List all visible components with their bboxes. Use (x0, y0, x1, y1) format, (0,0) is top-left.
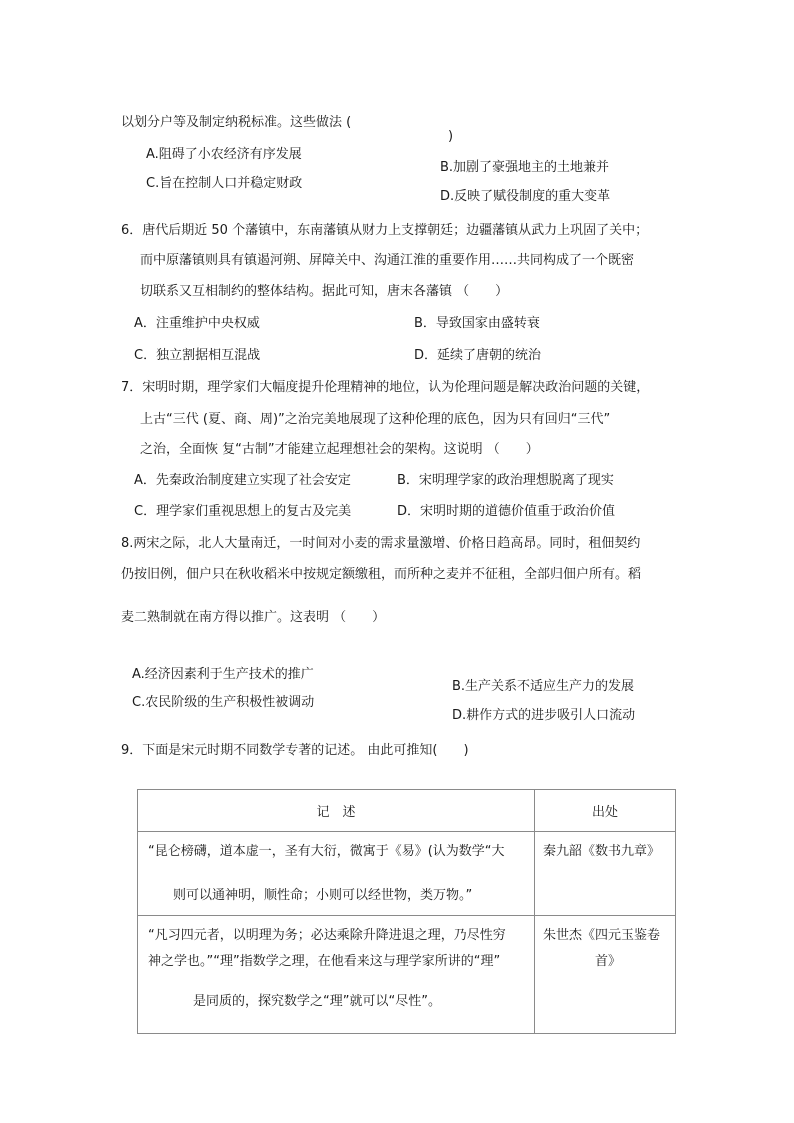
q5-stem: 以划分户等及制定纳税标准。这些做法 ( (121, 115, 352, 130)
q7-stem-line-3: 之治，全面恢 复“古制”才能建立起理想社会的架构。这说明 （ ） (140, 442, 539, 457)
q7-stem-line-2: 上古“三代 (夏、商、周)”之治完美地展现了这种伦理的底色，因为只有回归“三代” (140, 412, 611, 427)
q8-option-b: B.生产关系不适应生产力的发展 (452, 679, 635, 694)
table-cell-record (138, 832, 535, 916)
record-line: 神之学也。”“理”指数学之理，在他看来这与理学家所讲的“理” (148, 954, 501, 969)
q7-stem-line-1: 7．宋明时期，理学家们大幅度提升伦理精神的地位，认为伦理问题是解决政治问题的关键， (121, 380, 650, 395)
q6-stem-line-3: 切联系又互相制约的整体结构。据此可知，唐末各藩镇 （ ） (140, 284, 509, 299)
q8-stem-line-3: 麦二熟制就在南方得以推广。这表明 （ ） (121, 610, 386, 625)
q5-option-b: B.加剧了豪强地主的土地兼并 (440, 160, 610, 175)
source-text: 首》 (595, 954, 622, 969)
q6-option-b: B．导致国家由盛转衰 (414, 316, 540, 331)
q8-option-a: A.经济因素利于生产技术的推广 (132, 667, 314, 682)
source-text: 秦九韶《数书九章》 (543, 844, 661, 859)
q9-source-table (137, 789, 676, 1034)
q6-option-d: D．延续了唐朝的统治 (414, 348, 542, 363)
q6-option-a: A．注重维护中央权威 (134, 316, 260, 331)
q7-option-c: C．理学家们重视思想上的复古及完美 (134, 504, 352, 519)
q5-option-a: A.阻碍了小农经济有序发展 (146, 147, 302, 162)
table-row (138, 916, 676, 1034)
q6-option-c: C．独立割据相互混战 (134, 348, 261, 363)
table-row (138, 832, 676, 916)
q8-stem-line-1: 8.两宋之际，北人大量南迁，一时间对小麦的需求量激增、价格日趋高昂。同时，租佃契约 (121, 536, 641, 551)
q5-paren-close: ) (448, 129, 454, 144)
table-cell-source (535, 832, 676, 916)
record-line: “昆仑榜礴，道本虚一，圣有大衍，微寓于《易》(认为数学“大 (148, 844, 505, 859)
q5-option-d: D.反映了赋役制度的重大变革 (440, 189, 611, 204)
q7-option-a: A．先秦政治制度建立实现了社会安定 (134, 473, 351, 488)
q6-stem-line-1: 6．唐代后期近 50 个藩镇中，东南藩镇从财力上支撑朝廷；边疆藩镇从武力上巩固了关中； (121, 223, 649, 238)
q8-option-c: C.农民阶级的生产积极性被调动 (132, 695, 315, 710)
q5-option-c: C.旨在控制人口并稳定财政 (146, 176, 303, 191)
q8-option-d: D.耕作方式的进步吸引人口流动 (452, 708, 636, 723)
record-line: 则可以通神明，顺性命；小则可以经世物，类万物。” (173, 888, 473, 903)
q9-stem: 9．下面是宋元时期不同数学专著的记述。 由此可推知( ) (121, 743, 469, 758)
q7-option-d: D．宋明时期的道德价值重于政治价值 (397, 504, 616, 519)
table-header-source: 出处 (535, 790, 676, 832)
q6-stem-line-2: 而中原藩镇则具有镇遏河朔、屏障关中、沟通江淮的重要作用……共同构成了一个既密 (140, 253, 635, 268)
table-cell-source (535, 916, 676, 1034)
source-text: 朱世杰《四元玉鉴卷 (543, 928, 661, 943)
table-header-record: 记 述 (138, 790, 535, 832)
q8-stem-line-2: 仍按旧例，佃户只在秋收稻米中按规定额缴租，而所种之麦并不征租，全部归佃户所有。稻 (121, 567, 642, 582)
table-cell-record (138, 916, 535, 1034)
table-header-row (138, 790, 676, 832)
q7-option-b: B．宋明理学家的政治理想脱离了现实 (397, 473, 614, 488)
record-line: 是同质的，探究数学之“理”就可以“尽性”。 (193, 994, 441, 1009)
record-line: “凡习四元者，以明理为务；必达乘除升降进退之理，乃尽性穷 (148, 928, 506, 943)
